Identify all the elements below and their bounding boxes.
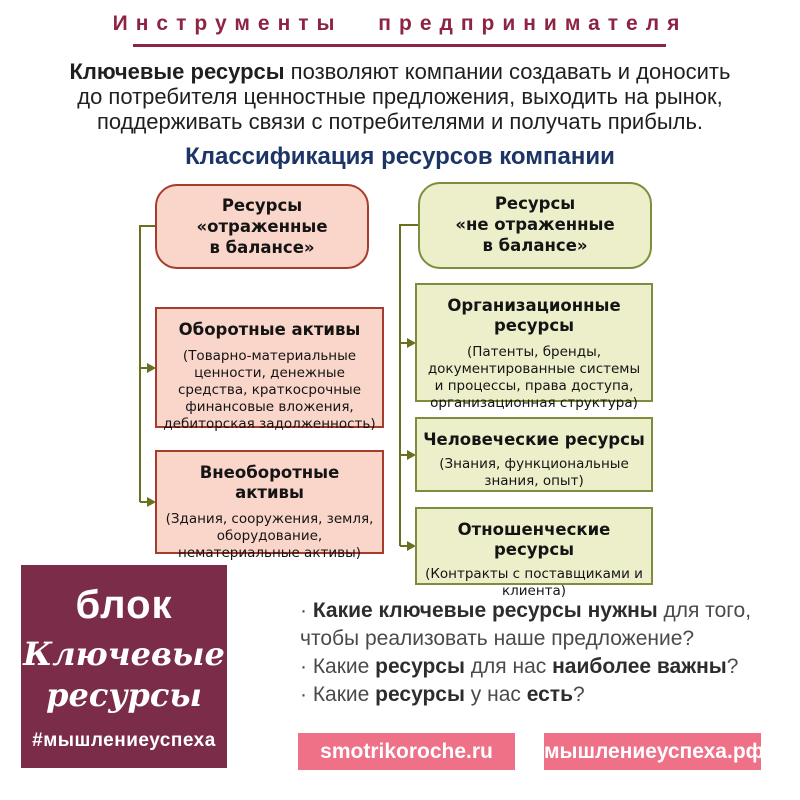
intro-line: до потребителя ценностные предложения, выходить на рынок, [77,84,723,109]
site-button-smotrikoroche[interactable]: smotrikoroche.ru [298,733,515,770]
parent-box-title: Ресурсы «отраженные в балансе» [196,196,328,257]
site-button-myshlenieuspeha[interactable]: мышлениеуспеха.рф [544,733,761,770]
brand-block-title: Ключевые ресурсы [23,635,225,714]
intro-line: поддерживать связи с потребителями и получать прибыль. [96,109,704,134]
box-title: Отношенческие ресурсы [457,520,611,559]
box-non-current-assets [155,450,384,561]
box-description: (Патенты, бренды, документированные системы и процессы, права доступа, организационная структура) [427,344,641,411]
intro-line: Ключевые ресурсы позволяют компании создавать и доносить [69,59,731,84]
question-line: · Какие ресурсы для нас наиболее важны? [300,655,739,678]
box-title: Внеоборотные активы [199,463,340,502]
parent-box-title: Ресурсы «не отраженные в балансе» [455,194,615,255]
box-title: Организационные ресурсы [447,296,621,335]
box-organizational-resources [415,283,653,411]
brand-block-label: блок [75,583,173,627]
question-line: чтобы реализовать наше предложение? [300,627,695,650]
questions-list [300,597,797,709]
parent-box-balance-resources [155,184,369,269]
box-description: (Знания, функциональные знания, опыт) [439,456,629,489]
box-title: Человеческие ресурсы [423,430,645,449]
intro-paragraph [0,59,800,134]
box-description: (Товарно-материальные ценности, денежные средства, краткосрочные финансовые вложения, дебиторская задолженность) [163,348,376,432]
question-line: · Какие ключевые ресурсы нужны для того, [300,599,752,622]
page-header-title: Инструменты предпринимателя [112,12,688,35]
box-title: Оборотные активы [178,320,361,339]
box-human-resources [415,417,653,492]
brand-block-hashtag: #мышлениеуспеха [32,730,216,751]
brand-block [21,565,227,768]
header-underline [133,44,666,47]
box-description: (Контракты с поставщиками и клиента) [425,566,643,599]
parent-box-offbalance-resources [418,182,652,269]
box-relational-resources [415,507,653,599]
question-line: · Какие ресурсы у нас есть? [300,683,585,706]
box-current-assets [155,307,384,432]
box-description: (Здания, сооружения, земля, оборудование, нематериальные активы) [165,511,374,561]
section-title: Классификация ресурсов компании [185,143,615,170]
